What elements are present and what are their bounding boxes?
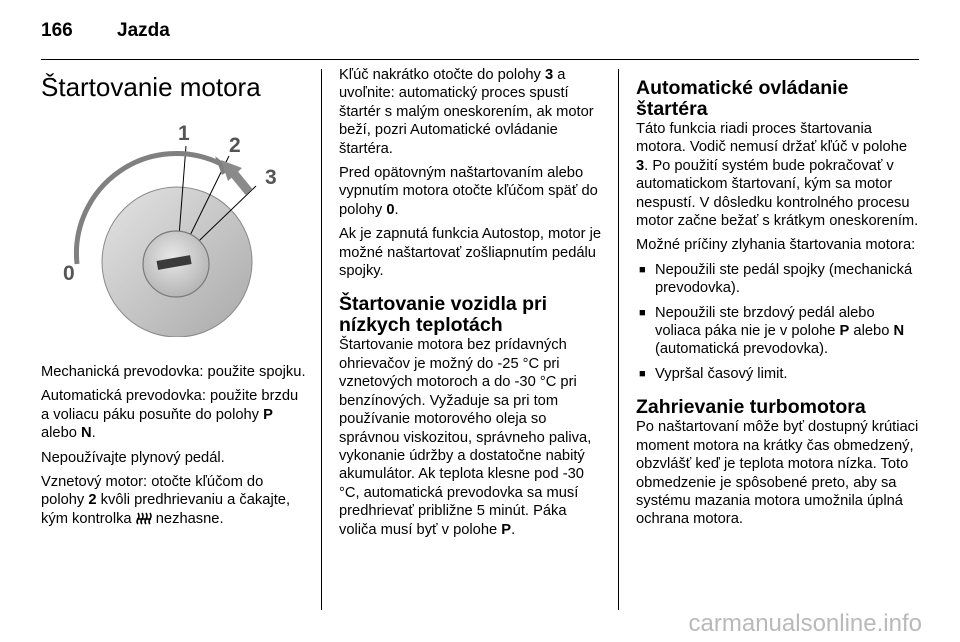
ignition-diagram <box>41 122 309 337</box>
paragraph-failure-causes: Možné príčiny zlyhania štartovania motora: <box>636 237 916 254</box>
paragraph-automatic-transmission: Automatická prevodovka: použite brzdu a voliacu páku posuňte do polohy P alebo N. <box>41 388 299 442</box>
paragraph-auto-starter: Táto funkcia riadi proces štartovania motora. Vodič nemusí držať kľúč v polohe 3. Po použití systém bude pokračovať v automatickom štartovaní, kým sa motor nespustí. V dôsledku kontrolného procesu motor začne bežať s krátkym oneskorením. <box>636 121 919 230</box>
label-position-0: 0 <box>63 262 75 285</box>
paragraph-turbo-warmup: Po naštartovaní môže byť dostupný krútiaci moment motora na krátky čas obmedzený, obzvlášť keď je teplota motora nízka. Toto obmedzenie je spôsobené preto, aby sa systému mazania motora umožnila úplná ochrana motora. <box>636 419 919 528</box>
column-2 <box>339 66 603 545</box>
label-position-2: 2 <box>229 134 241 157</box>
page-number: 166 <box>41 20 73 41</box>
column-divider-2 <box>618 69 619 610</box>
label-position-3: 3 <box>265 166 277 189</box>
heading-auto-starter: Automatické ovládanie štartéra <box>636 77 849 120</box>
column-1 <box>41 66 309 534</box>
column-divider-1 <box>321 69 322 610</box>
column-3 <box>636 66 922 535</box>
paragraph-manual-transmission: Mechanická prevodovka: použite spojku. <box>41 364 306 380</box>
ignition-figure <box>41 122 309 337</box>
paragraph-restart: Pred opätovným naštartovaním alebo vypnutím motora otočte kľúčom späť do polohy 0. <box>339 165 598 218</box>
list-item: ■ Vypršal časový limit. <box>636 365 922 383</box>
heading-turbo-warmup: Zahrievanie turbomotora <box>636 396 866 419</box>
page-title: Štartovanie motora <box>41 72 261 102</box>
list-item: ■ Nepoužili ste pedál spojky (mechanická prevodovka). <box>636 261 922 298</box>
watermark: carmanualsonline.info <box>688 610 922 637</box>
paragraph-cold-start: Štartovanie motora bez prídavných ohrievačov je možný do -25 °C pri vznetových motoroch a do -30 °C pri benzínových. Vyžaduje sa pri tom používanie motorového oleja so správnou viskozitou, správneho paliva, vykonanie údržby a dostatočne nabitý akumulátor. Ak teplota klesne pod -30 °C, automatická prevodovka sa musí predhrievať približne 5 minút. Páka voliča musí byť v polohe P. <box>339 337 592 538</box>
header-rule <box>41 59 919 60</box>
bullet-icon: ■ <box>639 367 646 380</box>
heading-cold-start: Štartovanie vozidla pri nízkych teplotách <box>339 293 548 337</box>
bullet-icon: ■ <box>639 306 646 319</box>
paragraph-autostop: Ak je zapnutá funkcia Autostop, motor je možné naštartovať zošliapnutím pedálu spojky. <box>339 226 602 280</box>
glow-plug-icon <box>136 511 152 525</box>
list-item: ■ Nepoužili ste brzdový pedál alebo voliaca páka nie je v polohe P alebo N (automatická prevodovka). <box>636 304 922 359</box>
section-title: Jazda <box>117 20 170 41</box>
bullet-icon: ■ <box>639 263 646 276</box>
label-position-1: 1 <box>178 122 190 145</box>
paragraph-no-throttle: Nepoužívajte plynový pedál. <box>41 449 225 466</box>
paragraph-position-3: Kľúč nakrátko otočte do polohy 3 a uvoľnite: automatický proces spustí štartér s malým oneskorením, ak motor beží, pozri Automatické ovládanie štartéra. <box>339 67 594 157</box>
paragraph-diesel: Vznetový motor: otočte kľúčom do polohy 2 kvôli predhrievaniu a čakajte, kým kontrolka nezhasne. <box>41 474 291 527</box>
